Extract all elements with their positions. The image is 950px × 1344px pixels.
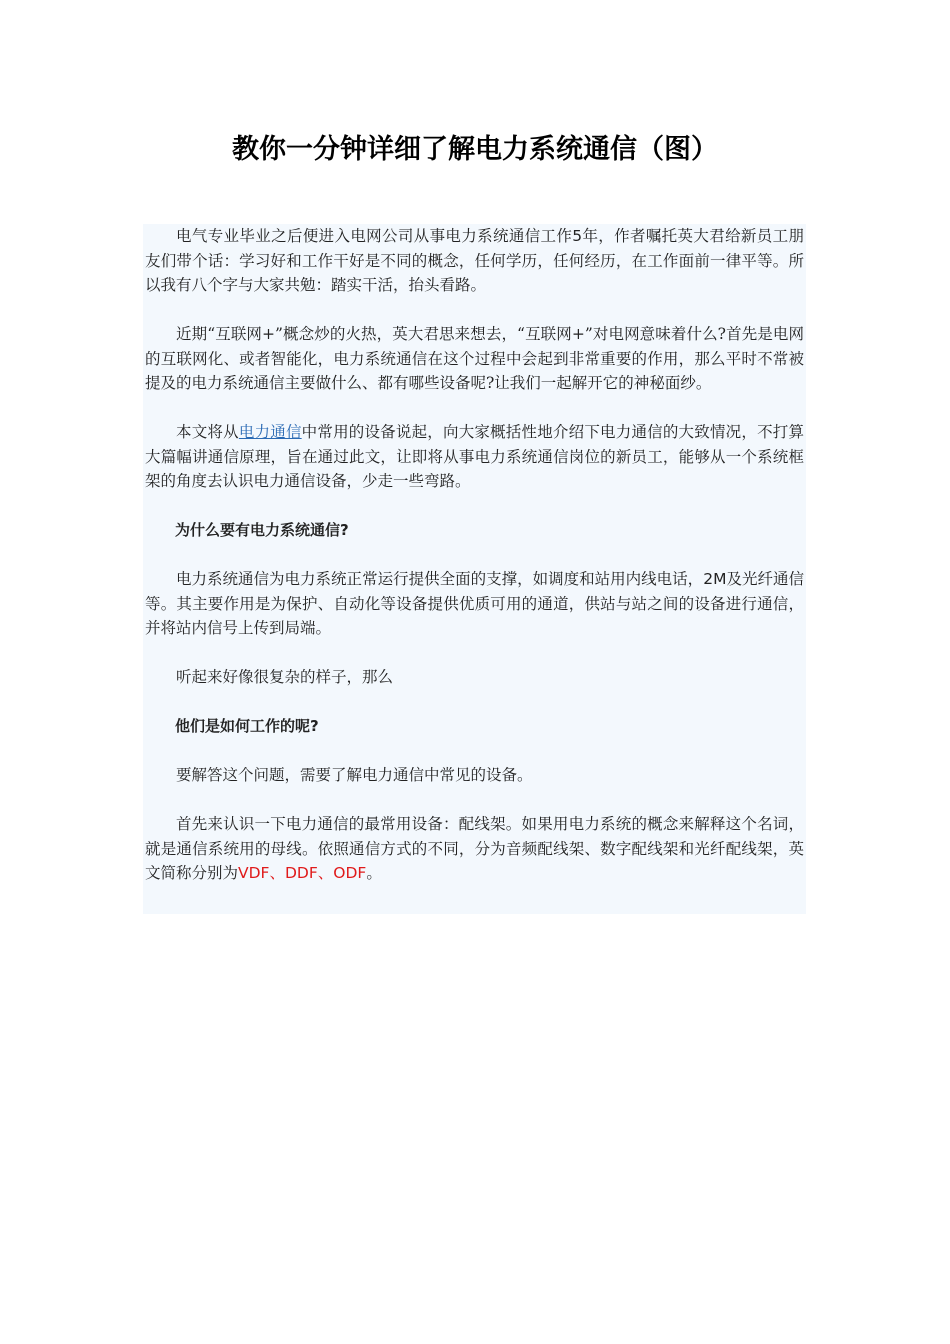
section-heading-how: 他们是如何工作的呢? bbox=[175, 717, 319, 735]
section-heading-why: 为什么要有电力系统通信? bbox=[175, 521, 349, 539]
paragraph-intro-number: 5 bbox=[572, 227, 583, 245]
paragraph-purpose-2m: 2M bbox=[703, 570, 727, 588]
paragraph-distribution-frame bbox=[145, 812, 804, 886]
paragraph-intro-text-a: 电气专业毕业之后便进入电网公司从事电力系统通信工作 bbox=[176, 227, 573, 245]
paragraph-answer: 要解答这个问题，需要了解电力通信中常见的设备。 bbox=[176, 766, 533, 784]
paragraph-purpose bbox=[145, 567, 804, 641]
paragraph-frame-text-before: 首先来认识一下电力通信的最常用设备：配线架。如果用电力系统的概念来解释这个名词，就是通信系统用的母线。依照通信方式的不同，分为音频配线架、数字配线架和光纤配线架，英文简称分别为 bbox=[145, 815, 804, 882]
paragraph-gap bbox=[145, 690, 804, 715]
paragraph-gap bbox=[145, 396, 804, 421]
paragraph-scope-text-after: 中常用的设备说起，向大家概括性地介绍下电力通信的大致情况，不打算大篇幅讲通信原理，旨在通过此文，让即将从事电力系统通信岗位的新员工，能够从一个系统框架的角度去认识电力通信设备，少走一些弯路。 bbox=[145, 423, 804, 490]
frame-abbreviations: VDF、DDF、ODF bbox=[238, 864, 367, 882]
paragraph-transition: 听起来好像很复杂的样子，那么 bbox=[176, 668, 394, 686]
paragraph-scope bbox=[145, 420, 804, 494]
paragraph-frame-text-after: 。 bbox=[366, 864, 382, 882]
paragraph-purpose-text-a: 电力系统通信为电力系统正常运行提供全面的支撑，如调度和站用内线电话， bbox=[176, 570, 704, 588]
paragraph-purpose-text-c: 及光纤通信等。其主要作用是为保护、自动化等设备提供优质可用的通道，供站与站之间的设备进行通信，并将站内信号上传到局端。 bbox=[145, 570, 804, 637]
paragraph-gap bbox=[145, 494, 804, 519]
paragraph-scope-text-before: 本文将从 bbox=[176, 423, 239, 441]
power-communication-link[interactable]: 电力通信 bbox=[238, 423, 302, 441]
paragraph-internet-plus: 近期“互联网+”概念炒的火热，英大君思来想去，“互联网+”对电网意味着什么?首先是电网的互联网化、或者智能化，电力系统通信在这个过程中会起到非常重要的作用，那么平时不常被提及的电力系统通信主要做什么、都有哪些设备呢?让我们一起解开它的神秘面纱。 bbox=[145, 325, 804, 392]
paragraph-gap bbox=[145, 543, 804, 568]
paragraph-gap bbox=[145, 641, 804, 666]
paragraph-gap bbox=[145, 788, 804, 813]
paragraph-gap bbox=[145, 298, 804, 323]
paragraph-intro bbox=[145, 224, 804, 298]
paragraph-gap bbox=[145, 739, 804, 764]
page-title: 教你一分钟详细了解电力系统通信（图） bbox=[232, 134, 718, 165]
article-body bbox=[143, 224, 806, 914]
paragraph-intro-text-c: 年，作者嘱托英大君给新员工朋友们带个话：学习好和工作干好是不同的概念，任何学历，任何经历，在工作面前一律平等。所以我有八个字与大家共勉：踏实干活，抬头看路。 bbox=[145, 227, 804, 294]
